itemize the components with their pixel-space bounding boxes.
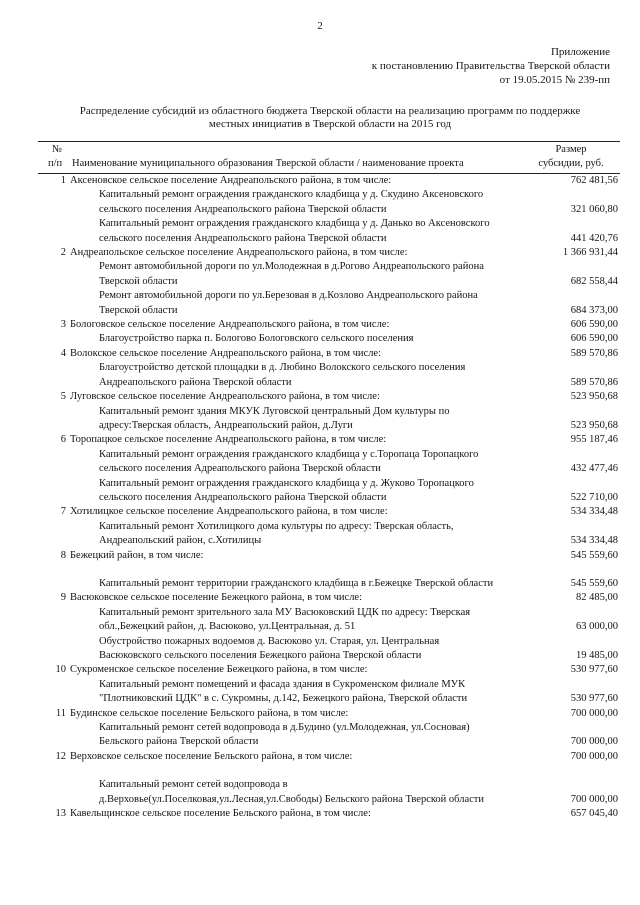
table-row <box>38 505 620 519</box>
row-name-continued: сельского поселения Адреапольского района Тверской области <box>99 463 381 475</box>
table-row <box>38 520 620 534</box>
row-number: 3 <box>60 319 66 331</box>
row-name-continued: адресу:Тверская область, Андреапольский район, д.Луги <box>99 419 353 431</box>
table-row-continuation <box>38 376 620 390</box>
row-name: Верховское сельское поселение Бельского района, в том числе: <box>70 750 353 762</box>
row-name-continued: Андреапольского района Тверской области <box>99 376 292 388</box>
row-name: Васюковское сельское поселение Бежецкого района, в том числе: <box>70 592 363 604</box>
row-name-continued: сельского поселения Андреапольского района Тверской области <box>99 203 387 215</box>
row-number: 13 <box>55 808 66 820</box>
row-amount: 534 334,48 <box>570 535 618 547</box>
table-row-continuation <box>38 692 620 706</box>
table-row-continuation <box>38 275 620 289</box>
row-name-continued: Бельского района Тверской области <box>99 736 259 748</box>
row-number: 8 <box>60 549 66 561</box>
table-row <box>38 750 620 764</box>
row-amount: 589 570,86 <box>570 347 618 359</box>
row-name-continued: Андреапольский район, с.Хотилицы <box>99 535 262 547</box>
row-name: Бежецкий район, в том числе: <box>70 549 204 561</box>
row-number: 5 <box>60 391 66 403</box>
appendix-date: от 19.05.2015 № 239-пп <box>499 74 610 86</box>
title-line-1: Распределение субсидий из областного бюджета Тверской области на реализацию программ по поддержке <box>79 105 581 117</box>
row-name: Капитальный ремонт зрительного зала МУ Васюковский ЦДК по адресу: Тверская <box>99 606 471 618</box>
table-row <box>38 217 620 231</box>
row-amount: 1 366 931,44 <box>562 247 618 259</box>
row-number: 12 <box>55 750 66 762</box>
table-row <box>38 289 620 303</box>
row-number: 11 <box>55 707 66 719</box>
row-name: Андреапольское сельское поселение Андреапольского района, в том числе: <box>70 247 408 259</box>
row-name: Бологовское сельское поселение Андреапольского района, в том числе: <box>70 319 390 331</box>
table-row <box>38 721 620 735</box>
table-row-continuation <box>38 649 620 663</box>
table-row <box>38 477 620 491</box>
table-row-continuation <box>38 203 620 217</box>
row-amount: 700 000,00 <box>570 793 618 805</box>
row-name-continued: Васюковского сельского поселения Бежецкого района Тверской области <box>99 650 422 661</box>
table-row <box>38 390 620 404</box>
row-name: Ремонт автомобильной дороги по ул.Березовая в д.Козлово Андреапольского района <box>99 290 478 302</box>
row-number: 10 <box>55 664 66 676</box>
row-amount: 606 590,00 <box>570 319 618 331</box>
row-amount: 545 559,60 <box>570 549 618 561</box>
row-number: 7 <box>60 506 66 518</box>
table-row <box>38 678 620 692</box>
table-row <box>38 332 620 346</box>
row-number: 4 <box>60 347 66 359</box>
header-name: Наименование муниципального образования Тверской области / наименование проекта <box>72 158 464 169</box>
row-amount: 19 485,00 <box>576 650 618 661</box>
table-row <box>38 635 620 649</box>
row-name: Бyдинское сельское поселение Бельского района, в том числе: <box>70 707 349 719</box>
page-number: 2 <box>317 20 323 32</box>
row-name: Капитальный ремонт ограждения гражданского кладбища у д. Жуково Торопацкого <box>99 477 474 489</box>
title-line-2: местных инициатив в Тверской области на 2015 год <box>208 118 452 130</box>
row-name: Торопацкое сельское поселение Андреапольского района, в том числе: <box>70 434 387 446</box>
table-row <box>38 778 620 792</box>
document-title <box>50 105 610 131</box>
row-name: Сукроменское сельское поселение Бежецкого района, в том числе: <box>70 664 368 676</box>
row-name: Капитальный ремонт ограждения гражданского кладбища у д. Данько во Аксеновского <box>99 218 490 230</box>
table-row-continuation <box>38 232 620 246</box>
table-row <box>38 260 620 274</box>
row-name: Капитальный ремонт ограждения гражданского кладбища у д. Скудино Аксеновского <box>99 189 484 201</box>
table-row <box>38 549 620 563</box>
appendix-label: Приложение <box>550 46 610 58</box>
table-row-continuation <box>38 419 620 433</box>
row-name: Обустройство пожарных водоемов д. Васюково ул. Старая, ул. Центральная <box>99 635 440 647</box>
table-row <box>38 807 620 821</box>
table-row-continuation <box>38 534 620 548</box>
table-row <box>38 361 620 375</box>
row-amount: 657 045,40 <box>570 808 618 820</box>
row-number: 9 <box>60 592 66 604</box>
row-name: Капитальный ремонт Хотилицкого дома культуры по адресу: Тверская область, <box>99 520 454 532</box>
row-amount: 63 000,00 <box>576 621 618 633</box>
table-row <box>38 707 620 721</box>
table-row-continuation <box>38 304 620 318</box>
appendix-resolution: к постановлению Правительства Тверской области <box>371 60 610 72</box>
table-row <box>38 188 620 202</box>
appendix-block <box>372 45 610 87</box>
row-amount: 684 373,00 <box>570 304 618 316</box>
row-name-continued: Тверской области <box>99 304 178 316</box>
header-number-line1: № <box>52 144 63 155</box>
row-amount: 606 590,00 <box>570 333 618 345</box>
table-row <box>38 663 620 677</box>
row-name-continued: сельского поселения Андреапольского района Тверской области <box>99 491 387 503</box>
row-amount: 523 950,68 <box>570 419 618 431</box>
row-name: Волокское сельское поселение Андреапольского района, в том числе: <box>70 347 382 359</box>
row-amount: 530 977,60 <box>570 693 618 705</box>
row-amount: 432 477,46 <box>570 463 618 475</box>
row-name: Луговское сельское поселение Андреапольского района, в том числе: <box>70 391 380 403</box>
table-row <box>38 591 620 605</box>
row-number: 1 <box>60 175 66 186</box>
row-name: Капитальный ремонт сетей водопровода в <box>99 779 288 791</box>
table-body <box>38 174 620 821</box>
header-amount-line2: субсидии, руб. <box>538 158 604 169</box>
row-name: Благоустройство парка п. Бологово Бологовского сельского поселения <box>99 333 414 345</box>
row-name-continued: "Плотниковский ЦДК" в с. Сукромны, д.142, Бежецкого района, Тверской области <box>99 693 468 705</box>
table-row-continuation <box>38 735 620 749</box>
table-row-continuation <box>38 793 620 807</box>
row-amount: 545 559,60 <box>570 577 618 589</box>
row-amount: 955 187,46 <box>570 434 618 446</box>
row-name-continued: сельского поселения Андреапольского района Тверской области <box>99 232 387 244</box>
row-name: Хотилицкое сельское поселение Андреапольского района, в том числе: <box>70 506 388 518</box>
header-number <box>48 143 62 171</box>
row-name: Аксеновское сельское поселение Андреапольского района, в том числе: <box>70 175 392 186</box>
row-amount: 522 710,00 <box>570 491 618 503</box>
header-amount-line1: Размер <box>555 144 587 155</box>
row-amount: 762 481,56 <box>570 175 618 186</box>
row-number: 2 <box>60 247 66 259</box>
row-name: Ремонт автомобильной дороги по ул.Молодежная в д.Рогово Андреапольского района <box>99 261 484 273</box>
row-amount: 700 000,00 <box>570 750 618 762</box>
table-row <box>38 318 620 332</box>
row-amount: 682 558,44 <box>570 275 618 287</box>
row-amount: 321 060,80 <box>570 203 618 215</box>
table-row <box>38 174 620 188</box>
subsidy-table <box>38 141 620 821</box>
table-row <box>38 606 620 620</box>
row-amount: 523 950,68 <box>570 391 618 403</box>
table-row <box>38 577 620 591</box>
row-name-continued: Тверской области <box>99 275 178 287</box>
table-row <box>38 405 620 419</box>
row-name: Кавельщинское сельское поселение Бельского района, в том числе: <box>70 808 371 820</box>
table-row-continuation <box>38 491 620 505</box>
row-amount: 82 485,00 <box>576 592 618 604</box>
row-amount: 700 000,00 <box>570 736 618 748</box>
row-name: Капитальный ремонт сетей водопровода в д.Будино (ул.Молодежная, ул.Сосновая) <box>99 722 470 734</box>
row-amount: 530 977,60 <box>570 664 618 676</box>
row-amount: 441 420,76 <box>570 232 618 244</box>
row-number: 6 <box>60 434 66 446</box>
row-amount: 700 000,00 <box>570 707 618 719</box>
row-name: Капитальный ремонт помещений и фасада здания в Сукроменском филиале МУК <box>99 678 466 690</box>
row-name: Капитальный ремонт ограждения гражданского кладбища у с.Торопаца Торопацкого <box>99 448 479 460</box>
header-number-line2: п/п <box>48 158 63 169</box>
table-row-continuation <box>38 620 620 634</box>
row-name: Благоустройство детской площадки в д. Любино Волокского сельского поселения <box>99 362 466 374</box>
table-row-continuation <box>38 462 620 476</box>
table-row <box>38 246 620 260</box>
row-amount: 534 334,48 <box>570 506 618 518</box>
row-name-continued: обл.,Бежецкий район, д. Васюково, ул.Центральная, д. 51 <box>99 621 356 633</box>
row-name: Капитальный ремонт здания МКУК Луговской центральный Дом культуры по <box>99 405 450 417</box>
table-header <box>38 141 620 174</box>
table-row <box>38 448 620 462</box>
row-name-continued: д.Верховье(ул.Поселковая,ул.Лесная,ул.Свободы) Бельского района Тверской области <box>99 793 485 805</box>
row-name: Капитальный ремонт территории гражданского кладбища в г.Бежецке Тверской области <box>99 577 494 589</box>
row-amount: 589 570,86 <box>570 376 618 388</box>
header-amount <box>526 143 616 171</box>
table-row <box>38 433 620 447</box>
table-row <box>38 347 620 361</box>
